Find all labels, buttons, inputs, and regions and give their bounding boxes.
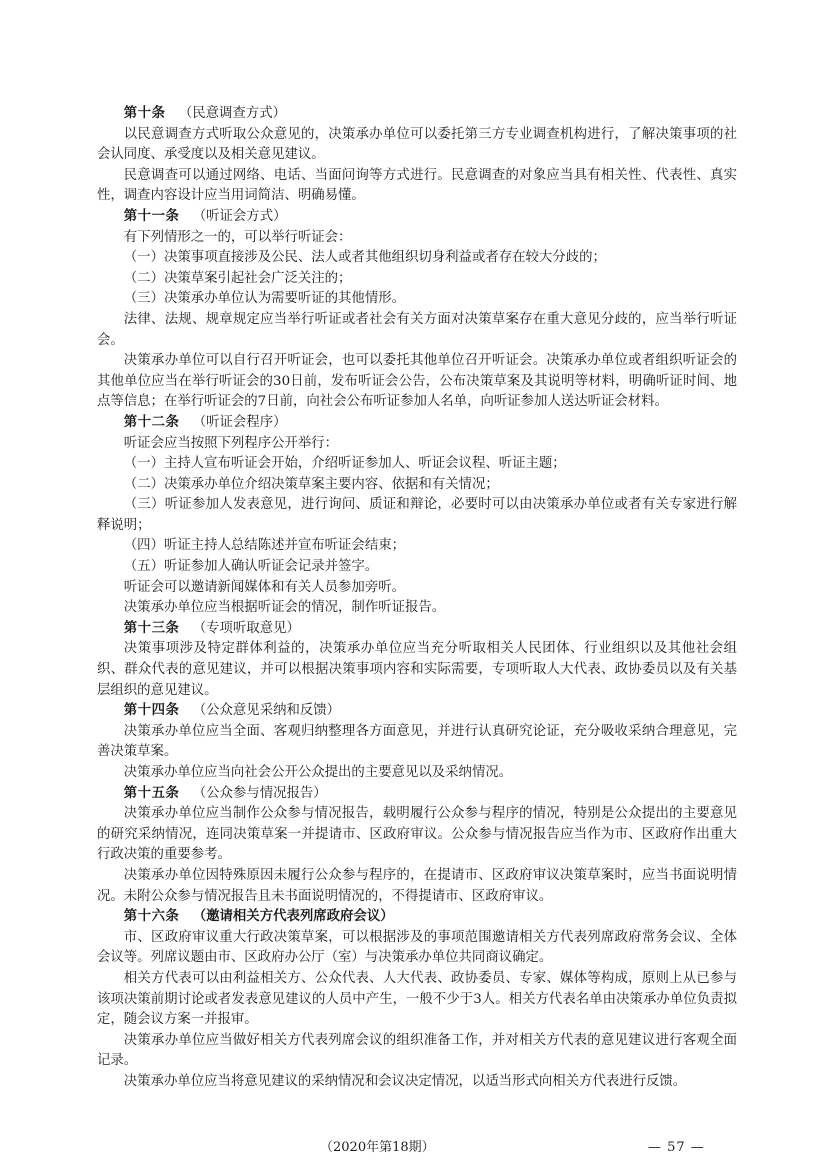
- paragraph: 决策承办单位应当将意见建议的采纳情况和会议决定情况，以适当形式向相关方代表进行反馈。: [123, 1073, 687, 1089]
- list-item: （五）听证参加人确认听证会记录并签字。: [123, 559, 379, 575]
- list-item: （三）决策承办单位认为需要听证的其他情形。: [123, 291, 405, 307]
- article-11: [97, 207, 737, 413]
- paragraph: 有下列情形之一的，可以举行听证会：: [123, 229, 352, 245]
- article-12: [97, 413, 737, 619]
- page-number: — 57 —: [648, 1140, 705, 1155]
- paragraph: 法律、法规、规章规定应当举行听证或者社会有关方面对决策草案存在重大意见分歧的，应当举行听证会。: [97, 311, 737, 348]
- article-14: [97, 701, 737, 783]
- article-heading: [97, 701, 737, 722]
- paragraph: 民意调查可以通过网络、电话、当面问询等方式进行。民意调查的对象应当具有相关性、代表性、真实性，调查内容设计应当用词简洁、明确易懂。: [97, 167, 737, 204]
- article-title: （公众意见采纳和反馈）: [192, 703, 341, 719]
- paragraph: 决策承办单位应当向社会公开公众提出的主要意见以及采纳情况。: [123, 765, 513, 780]
- paragraph: 听证会可以邀请新闻媒体和有关人员参加旁听。: [123, 579, 405, 595]
- paragraph: 决策承办单位应当根据听证会的情况，制作听证报告。: [123, 600, 446, 616]
- article-number: 第十三条: [123, 620, 180, 636]
- paragraph: 决策承办单位应当全面、客观归纳整理各方面意见，并进行认真研究论证，充分吸收采纳合理意见，完善决策草案。: [97, 723, 737, 760]
- article-number: 第十五条: [123, 785, 180, 801]
- paragraph: 决策承办单位可以自行召开听证会，也可以委托其他单位召开听证会。决策承办单位或者组织听证会的其他单位应当在举行听证会的30日前，发布听证会公告，公布决策草案及其说明等材料，明确听证时间、地点等信息；在举行听证会的7日前，向社会公布听证参加人名单，向听证参加人送达听证会材料。: [97, 353, 737, 410]
- paragraph: 决策事项涉及特定群体利益的，决策承办单位应当充分听取相关人民团体、行业组织以及其他社会组织、群众代表的意见建议，并可以根据决策事项内容和实际需要，专项听取人大代表、政协委员以及有关基层组织的意见建议。: [97, 641, 737, 698]
- paragraph: 以民意调查方式听取公众意见的，决策承办单位可以委托第三方专业调查机构进行，了解决策事项的社会认同度、承受度以及相关意见建议。: [97, 126, 737, 163]
- article-number: 第十一条: [123, 208, 180, 224]
- paragraph: 听证会应当按照下列程序公开举行：: [123, 435, 339, 451]
- article-title: （专项听取意见）: [192, 620, 300, 636]
- paragraph: 决策承办单位应当做好相关方代表列席会议的组织准备工作，并对相关方代表的意见建议进行客观全面记录。: [97, 1032, 737, 1069]
- article-title: （听证会程序）: [192, 414, 287, 430]
- article-number: 第十二条: [123, 414, 180, 430]
- article-heading: [97, 413, 737, 434]
- article-number: 第十四条: [123, 703, 180, 719]
- footer-issue-label: （2020年第18期）: [320, 1140, 435, 1155]
- article-title: （邀请相关方代表列席政府会议）: [192, 909, 394, 925]
- article-title: （公众参与情况报告）: [192, 785, 327, 801]
- article-heading: [97, 207, 737, 228]
- list-item: （三）听证参加人发表意见，进行询问、质证和辩论，必要时可以由决策承办单位或者有关专家进行解释说明；: [97, 497, 737, 533]
- document-body: [97, 104, 737, 1093]
- article-13: [97, 619, 737, 701]
- paragraph: 相关方代表可以由利益相关方、公众代表、人大代表、政协委员、专家、媒体等构成，原则上从已参与该项决策前期讨论或者发表意见建议的人员中产生，一般不少于3人。相关方代表名单由决策承办单位负责拟定，随会议方案一并报审。: [97, 970, 737, 1028]
- article-heading: [97, 619, 737, 640]
- article-title: （民意调查方式）: [178, 106, 286, 121]
- list-item: （四）听证主持人总结陈述并宣布听证会结束；: [123, 538, 405, 554]
- article-title: （听证会方式）: [192, 208, 287, 224]
- paragraph: 决策承办单位因特殊原因未履行公众参与程序的，在提请市、区政府审议决策草案时，应当书面说明情况。未附公众参与情况报告且未书面说明情况的，不得提请市、区政府审议。: [97, 867, 737, 904]
- paragraph: 决策承办单位应当制作公众参与情况报告，载明履行公众参与程序的情况，特别是公众提出的主要意见的研究采纳情况，连同决策草案一并提请市、区政府审议。公众参与情况报告应当作为市、区政府作出重大行政决策的重要参考。: [97, 806, 737, 863]
- article-15: [97, 784, 737, 908]
- article-heading: [97, 784, 737, 805]
- article-16: [97, 907, 737, 1092]
- article-number: 第十六条: [123, 909, 180, 925]
- article-10: [97, 104, 737, 207]
- article-number: 第十条: [123, 106, 166, 121]
- article-heading: [97, 104, 737, 125]
- article-heading: [97, 907, 737, 928]
- paragraph: 市、区政府审议重大行政决策草案，可以根据涉及的事项范围邀请相关方代表列席政府常务会议、全体会议等。列席议题由市、区政府办公厅（室）与决策承办单位共同商议确定。: [97, 929, 737, 966]
- list-item: （一）主持人宣布听证会开始，介绍听证参加人、听证会议程、听证主题；: [123, 456, 566, 472]
- list-item: （二）决策承办单位介绍决策草案主要内容、依据和有关情况；: [123, 476, 499, 492]
- list-item: （一）决策事项直接涉及公民、法人或者其他组织切身利益或者存在较大分歧的；: [123, 250, 606, 266]
- list-item: （二）决策草案引起社会广泛关注的；: [123, 270, 352, 286]
